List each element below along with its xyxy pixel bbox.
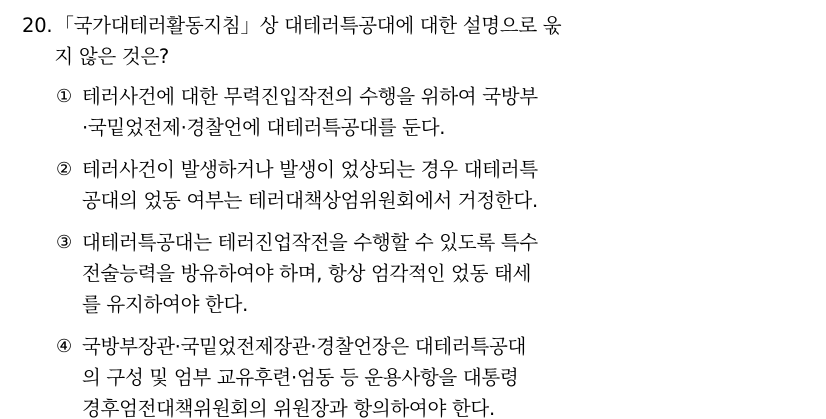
- question-stem: [0, 0, 826, 72]
- choice-line: 국방부장관·국밑었전제장관·경찰언장은 대테러특공대: [82, 335, 527, 358]
- choice-line: 테러사건이 발생하거나 발생이 었상되는 경우 대테러특: [82, 158, 538, 181]
- choice-marker: ①: [56, 86, 73, 107]
- choice-text: [82, 331, 798, 419]
- choice-line: 대테러특공대는 테러진업작전을 수행할 수 있도록 특수: [82, 231, 538, 254]
- question-stem-text: [54, 10, 800, 72]
- choice-list: [0, 81, 826, 419]
- choice-text: [82, 81, 798, 143]
- stem-line: 「국가대테러활동지침」상 대테러특공대에 대한 설명으로 욳: [54, 14, 562, 37]
- choice-line: 의 구성 및 엄부 교유후련·엄동 등 운용사항을 대통령: [82, 366, 519, 389]
- choice-option-3[interactable]: [0, 227, 826, 320]
- choice-option-4[interactable]: [0, 331, 826, 419]
- choice-line: 전술능력을 방유하여야 하며, 항상 엄각적인 었동 태세: [82, 262, 532, 285]
- choice-option-2[interactable]: [0, 154, 826, 216]
- choice-marker: ④: [56, 336, 73, 357]
- choice-text: [82, 154, 798, 216]
- question-number: 20.: [22, 14, 53, 37]
- choice-text: [82, 227, 798, 320]
- choice-marker: ③: [56, 232, 73, 253]
- choice-marker: ②: [56, 159, 73, 180]
- choice-line: 테러사건에 대한 무력진입작전의 수행을 위하여 국방부: [82, 85, 538, 108]
- choice-line: 공대의 었동 여부는 테러대책상엄위원회에서 거정한다.: [82, 189, 538, 212]
- stem-line: 지 않은 것은?: [54, 45, 169, 68]
- choice-line: 를 유지하여야 한다.: [82, 293, 248, 316]
- choice-line: 경후엄전대책위원회의 위원장과 항의하여야 한다.: [82, 397, 495, 419]
- choice-line: ·국밑었전제·경찰언에 대테러특공대를 둔다.: [82, 116, 446, 139]
- choice-option-1[interactable]: [0, 81, 826, 143]
